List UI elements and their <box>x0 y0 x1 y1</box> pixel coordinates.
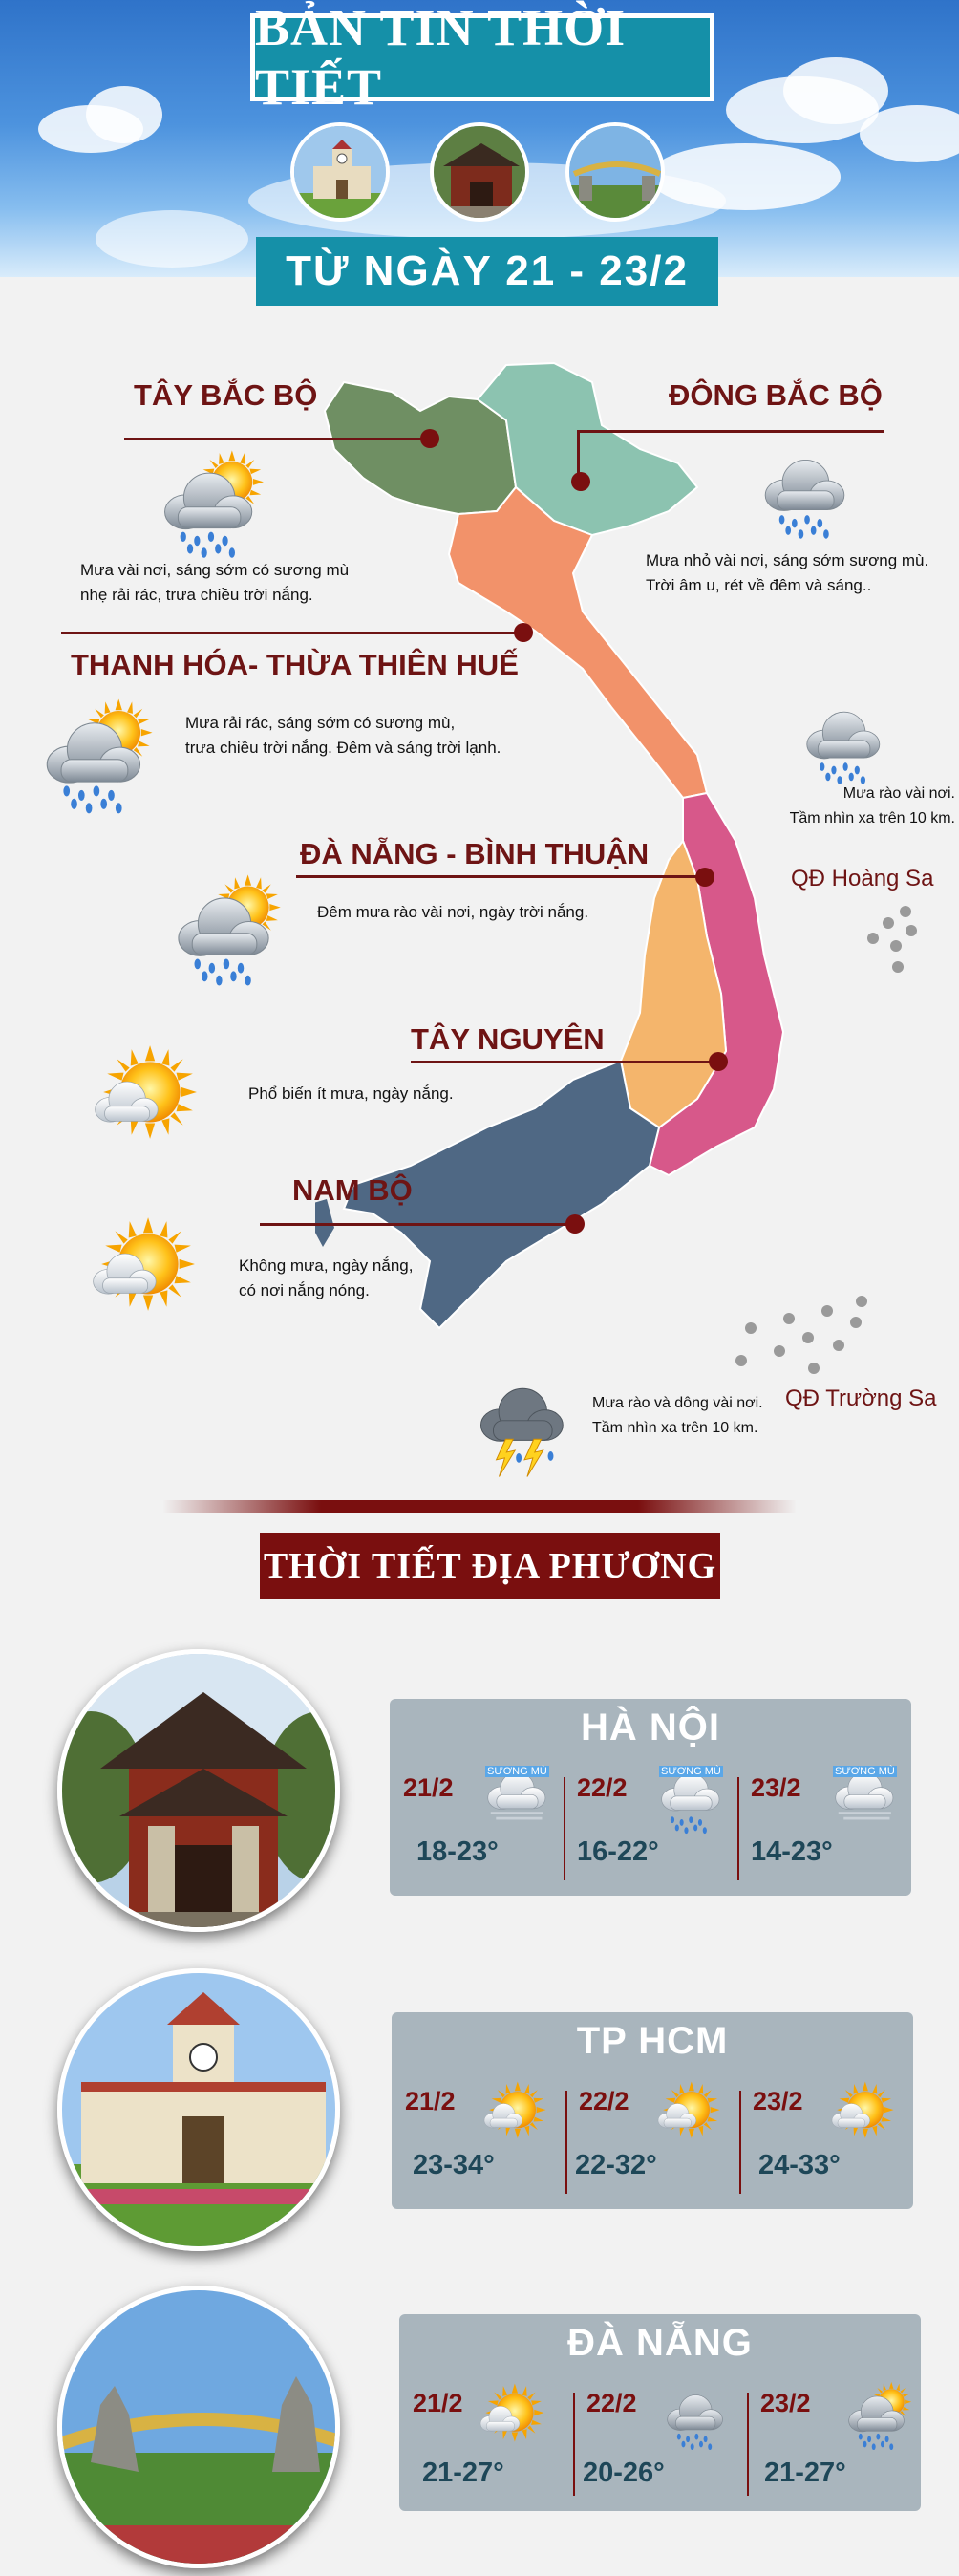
thunderstorm-icon <box>474 1370 577 1481</box>
region-description-nam-bo: Không mưa, ngày nắng, có nơi nắng nóng. <box>239 1256 414 1299</box>
marker-dot <box>709 1052 728 1071</box>
city-name: ĐÀ NẴNG <box>567 2322 753 2364</box>
region-label-tay-nguyen: TÂY NGUYÊN <box>411 1022 605 1056</box>
city-card-da-nang <box>399 2314 921 2511</box>
sun-cloud-icon <box>94 1041 201 1148</box>
forecast-day: 22/2 SƯƠNG MÙ 16-22° <box>564 1766 737 1890</box>
cloud-sun-rain-icon <box>842 2381 915 2454</box>
fog-tag: SƯƠNG MÙ <box>661 1766 721 1777</box>
fog-tag: SƯƠNG MÙ <box>835 1766 895 1777</box>
city-card-tp-hcm <box>392 2012 913 2209</box>
sun-cloud-icon <box>480 2381 546 2448</box>
section-divider <box>162 1500 797 1513</box>
cloud-rain-icon <box>758 440 858 545</box>
page-title: BẢN TIN THỜI TIẾT <box>250 13 714 101</box>
forecast-day: 23/2 SƯƠNG MÙ 14-23° <box>737 1766 911 1890</box>
hoang-sa-label: QĐ Hoàng Sa <box>791 866 934 891</box>
landmark-thumbnail-golden-bridge <box>565 122 665 222</box>
region-description-tay-nguyen: Phổ biến ít mưa, ngày nắng. <box>248 1084 454 1103</box>
sun-cloud-icon <box>657 2079 722 2144</box>
region-description-tay-bac-bo: Mưa vài nơi, sáng sớm có sương mù nhẹ rải rác, trưa chiều trời nắng. <box>80 561 350 604</box>
marker-dot <box>420 429 439 448</box>
photo-da-nang <box>57 2286 340 2568</box>
region-label-thanh-hoa-hue: THANH HÓA- THỪA THIÊN HUẾ <box>71 648 519 681</box>
forecast-day: 22/2 22-32° <box>565 2079 739 2203</box>
forecast-day: 23/2 21-27° <box>747 2381 921 2505</box>
leader-line <box>260 1223 575 1226</box>
city-card-ha-noi <box>390 1699 911 1896</box>
city-name: TP HCM <box>576 2020 729 2062</box>
forecast-day: 21/2 23-34° <box>392 2079 565 2203</box>
forecast-day: 21/2 21-27° <box>399 2381 573 2505</box>
sun-cloud-icon <box>483 2079 548 2144</box>
leader-line <box>577 430 884 433</box>
marker-dot <box>565 1214 585 1234</box>
cloud-sun-rain-icon <box>38 698 157 820</box>
marker-dot <box>571 472 590 491</box>
cloud-sun-rain-icon <box>157 449 267 564</box>
forecast-day: 22/2 20-26° <box>573 2381 747 2505</box>
cloud-rain-icon <box>800 694 892 789</box>
leader-line <box>61 632 520 634</box>
marker-dot <box>695 868 714 887</box>
truong-sa-label: QĐ Trường Sa <box>785 1385 937 1411</box>
local-weather-title: THỜI TIẾT ĐỊA PHƯƠNG <box>260 1533 720 1599</box>
cloud-rain-icon <box>661 2381 734 2454</box>
marker-dot <box>514 623 533 642</box>
hoang-sa-islands-dots <box>860 902 927 978</box>
truong-sa-description: Mưa rào và dông vài nơi. Tầm nhìn xa trên 10 km. <box>592 1395 763 1436</box>
leader-line <box>411 1061 716 1063</box>
city-name: HÀ NỘI <box>581 1707 720 1749</box>
sun-cloud-icon <box>831 2079 896 2144</box>
forecast-day: 23/2 24-33° <box>739 2079 913 2203</box>
cloud-sun-rain-icon <box>170 873 285 992</box>
forecast-day: 21/2 SƯƠNG MÙ 18-23° <box>390 1766 564 1890</box>
truong-sa-islands-dots <box>732 1290 884 1385</box>
photo-ha-noi <box>57 1649 340 1932</box>
date-range-banner: TỪ NGÀY 21 - 23/2 <box>256 237 718 306</box>
sun-cloud-icon <box>92 1213 199 1320</box>
photo-tp-hcm <box>57 1968 340 2251</box>
hoang-sa-description: Mưa rào vài nơi. Tầm nhìn xa trên 10 km. <box>789 785 955 826</box>
landmark-thumbnail-van-mieu <box>430 122 529 222</box>
region-label-nam-bo: NAM BỘ <box>292 1173 413 1207</box>
region-label-da-nang-binh-thuan: ĐÀ NẴNG - BÌNH THUẬN <box>300 837 650 870</box>
leader-line <box>296 875 703 878</box>
landmark-thumbnail-ben-thanh <box>290 122 390 222</box>
region-description-da-nang-binh-thuan: Đêm mưa rào vài nơi, ngày trời nắng. <box>317 903 589 921</box>
fog-tag: SƯƠNG MÙ <box>487 1766 547 1777</box>
region-label-tay-bac-bo: TÂY BẮC BỘ <box>134 378 318 412</box>
leader-line <box>124 438 430 440</box>
region-description-dong-bac-bo: Mưa nhỏ vài nơi, sáng sớm sương mù. Trời âm u, rét về đêm và sáng.. <box>646 551 929 594</box>
region-description-thanh-hoa-hue: Mưa rải rác, sáng sớm có sương mù, trưa chiều trời nắng. Đêm và sáng trời lạnh. <box>185 714 501 757</box>
region-label-dong-bac-bo: ĐÔNG BẮC BỘ <box>669 378 883 412</box>
